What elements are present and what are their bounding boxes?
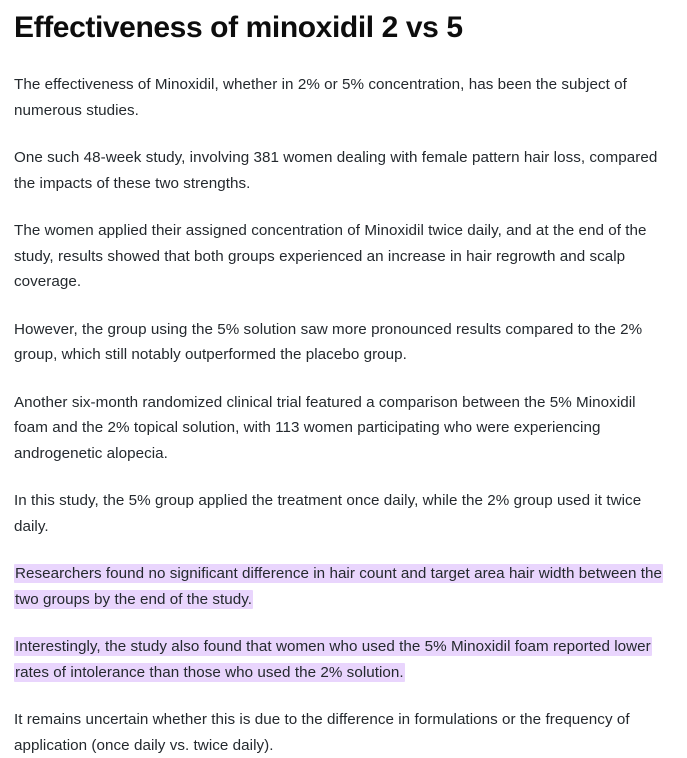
article-body [14, 72, 673, 758]
paragraph-intolerance-rates [14, 634, 673, 685]
paragraph-intro [14, 72, 673, 123]
paragraph-text: It remains uncertain whether this is due to the difference in formulations or the frequency of application (once daily vs. twice daily). [14, 711, 630, 754]
paragraph-text: The women applied their assigned concentration of Minoxidil twice daily, and at the end of the study, results showed that both groups experienced an increase in hair regrowth and scalp coverage. [14, 222, 647, 290]
paragraph-no-significant-difference [14, 561, 673, 612]
paragraph-text: In this study, the 5% group applied the treatment once daily, while the 2% group used it twice daily. [14, 492, 642, 535]
paragraph-application-results [14, 218, 673, 295]
paragraph-six-month-trial [14, 390, 673, 467]
paragraph-text: The effectiveness of Minoxidil, whether in 2% or 5% concentration, has been the subject of numerous studies. [14, 76, 627, 119]
paragraph-study-48-week [14, 145, 673, 196]
paragraph-text: Another six-month randomized clinical trial featured a comparison between the 5% Minoxidil foam and the 2% topical solution, with 113 women participating who were experiencing androgenetic alopecia. [14, 393, 636, 462]
paragraph-five-percent-better [14, 317, 673, 368]
page-title: Effectiveness of minoxidil 2 vs 5 [14, 11, 463, 44]
paragraph-dosing-frequency [14, 488, 673, 539]
paragraph-text: However, the group using the 5% solution saw more pronounced results compared to the 2% group, which still notably outperformed the placebo group. [14, 320, 643, 363]
highlighted-text: Interestingly, the study also found that women who used the 5% Minoxidil foam reported lower rates of intolerance than those who used the 2% solution. [15, 638, 651, 681]
paragraph-uncertain-conclusion [14, 707, 673, 758]
paragraph-text: One such 48-week study, involving 381 women dealing with female pattern hair loss, compared the impacts of these two strengths. [14, 149, 658, 192]
highlighted-text: Researchers found no significant difference in hair count and target area hair width between the two groups by the end of the study. [15, 565, 663, 608]
